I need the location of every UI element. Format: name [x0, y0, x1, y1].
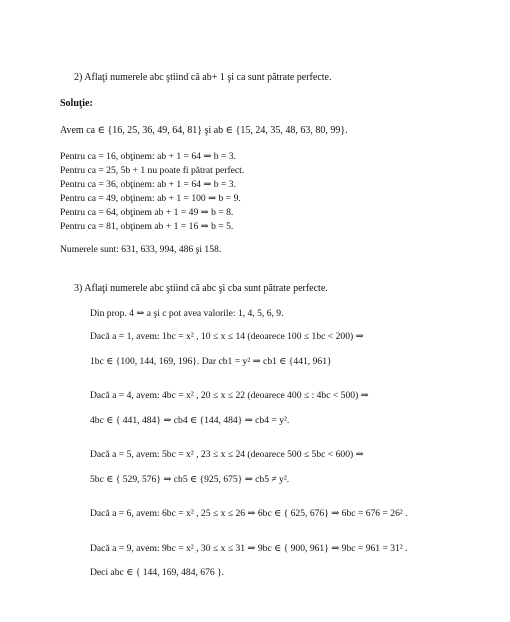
case-a6-line: Dacă a = 6, avem: 6bc = x² , 25 ≤ x ≤ 26 ⇒ 6bc ∈ { 625, 676} ⇒ 6bc = 676 = 26² .	[90, 508, 408, 519]
result-line: Numerele sunt: 631, 633, 994, 486 şi 158.	[60, 244, 222, 255]
case-a1-line2: 1bc ∈ {100, 144, 169, 196}. Dar cb1 = y² ⇒ cb1 ∈ {441, 961}	[90, 356, 332, 367]
case-line-2: Pentru ca = 25, 5b + 1 nu poate fi pătrat perfect.	[60, 165, 245, 176]
case-a4-line2: 4bc ∈ { 441, 484} ⇒ cb4 ∈ {144, 484} ⇒ cb4 = y².	[90, 415, 290, 426]
problem-2-heading: 2) Aflaţi numerele abc ştiind că ab+ 1 şi ca sunt pătrate perfecte.	[74, 72, 332, 83]
case-a5-line1: Dacă a = 5, avem: 5bc = x² , 23 ≤ x ≤ 24 (deoarece 500 ≤ 5bc < 600) ⇒	[90, 449, 364, 460]
case-a5-line2: 5bc ∈ { 529, 576} ⇒ cb5 ∈ {925, 675} ⇒ cb5 ≠ y².	[90, 474, 290, 485]
case-line-1: Pentru ca = 16, obţinem: ab + 1 = 64 ⇒ b = 3.	[60, 151, 236, 162]
case-a9-line: Dacă a = 9, avem: 9bc = x² , 30 ≤ x ≤ 31 ⇒ 9bc ∈ { 900, 961} ⇒ 9bc = 961 = 31² .	[90, 543, 408, 554]
case-line-4: Pentru ca = 49, obţinem: ab + 1 = 100 ⇒ b = 9.	[60, 193, 241, 204]
case-a1-line1: Dacă a = 1, avem: 1bc = x² , 10 ≤ x ≤ 14 (deoarece 100 ≤ 1bc < 200) ⇒	[90, 331, 364, 342]
case-line-3: Pentru ca = 36, obţinem: ab + 1 = 64 ⇒ b = 3.	[60, 179, 236, 190]
case-line-5: Pentru ca = 64, obţinem ab + 1 = 49 ⇒ b = 8.	[60, 207, 234, 218]
intro-line: Din prop. 4 ⇒ a şi c pot avea valorile: 1, 4, 5, 6, 9.	[90, 308, 284, 319]
have-line: Avem ca ∈ {16, 25, 36, 49, 64, 81} şi ab ∈ {15, 24, 35, 48, 63, 80, 99}.	[60, 125, 348, 136]
problem-3-heading: 3) Aflaţi numerele abc ştiind că abc şi cba sunt pătrate perfecte.	[74, 283, 328, 294]
solution-label: Soluţie:	[60, 98, 93, 109]
case-line-6: Pentru ca = 81, obţinem ab + 1 = 16 ⇒ b = 5.	[60, 221, 234, 232]
conclusion-line: Deci abc ∈ { 144, 169, 484, 676 }.	[90, 567, 225, 578]
case-a4-line1: Dacă a = 4, avem: 4bc = x² , 20 ≤ x ≤ 22 (deoarece 400 ≤ : 4bc < 500) ⇒	[90, 390, 369, 401]
